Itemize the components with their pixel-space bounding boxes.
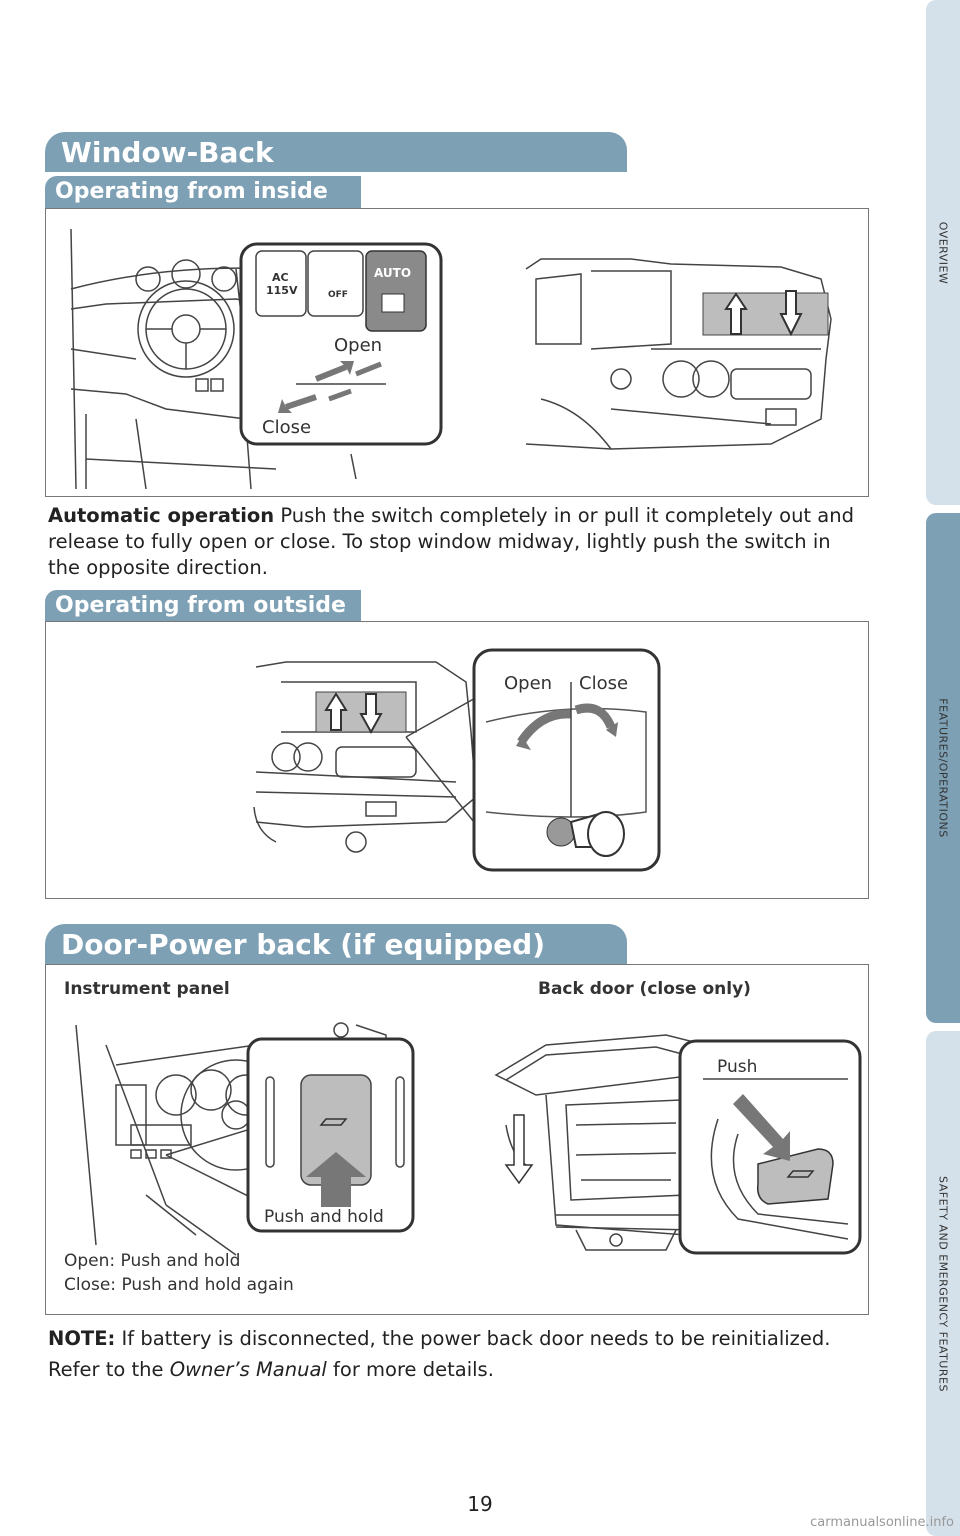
instrument-panel-label: Instrument panel [64, 979, 230, 999]
inside-subheading [45, 176, 361, 208]
inside-open-label: Open [334, 335, 383, 356]
outside-title: Operating from outside [55, 593, 346, 618]
volt-label: 115V [266, 284, 298, 297]
page-number: 19 [467, 1492, 493, 1516]
inside-title: Operating from inside [55, 179, 328, 204]
push-and-hold-label: Push and hold [264, 1207, 384, 1227]
note-bold: NOTE: [48, 1327, 116, 1350]
outside-panel [45, 621, 869, 899]
automatic-operation-bold: Automatic operation [48, 504, 275, 527]
side-tab-overview[interactable] [926, 0, 960, 505]
outside-close-label: Close [579, 673, 629, 694]
inside-panel [45, 208, 869, 497]
open-instruction: Open: Push and hold [64, 1251, 241, 1271]
back-door-switch-zoom [678, 1039, 868, 1259]
power-door-panel [45, 964, 869, 1315]
auto-label: AUTO [374, 266, 412, 280]
power-door-title: Door-Power back (if equipped) [61, 928, 546, 961]
window-back-heading [45, 132, 627, 172]
off-label: OFF [328, 290, 348, 300]
note-text [48, 1323, 868, 1385]
ac-label: AC [272, 271, 289, 284]
watermark: carmanualsonline.info [810, 1515, 954, 1530]
note-desc-after: for more details. [326, 1358, 494, 1381]
automatic-operation-desc: Push the switch completely in or pull it completely out and release to fully open or close. To stop window midway, lightly push the switch in the opposite direction. [48, 504, 854, 579]
push-label: Push [717, 1057, 758, 1077]
outside-open-label: Open [504, 673, 553, 694]
side-tab-safety-label: SAFETY AND EMERGENCY FEATURES [936, 1175, 950, 1392]
owners-manual-title: Owner’s Manual [169, 1358, 327, 1381]
inside-close-label: Close [262, 417, 312, 438]
side-tab-features-operations[interactable] [926, 513, 960, 1023]
side-tab-safety[interactable] [926, 1031, 960, 1536]
close-instruction: Close: Push and hold again [64, 1275, 294, 1295]
side-tab-features-label: FEATURES/OPERATIONS [936, 698, 950, 838]
side-tab-overview-label: OVERVIEW [936, 221, 950, 284]
power-door-heading [45, 924, 627, 964]
outside-subheading [45, 590, 361, 622]
window-back-title: Window-Back [61, 136, 274, 169]
dashboard-illustration [46, 209, 506, 494]
back-door-label: Back door (close only) [538, 979, 751, 999]
automatic-operation-text [48, 503, 868, 581]
outside-key-illustration [46, 622, 868, 897]
note-desc-before: If battery is disconnected, the power back door needs to be reinitialized. Refer to the [48, 1327, 831, 1381]
vehicle-rear-window-illustration [521, 209, 861, 494]
